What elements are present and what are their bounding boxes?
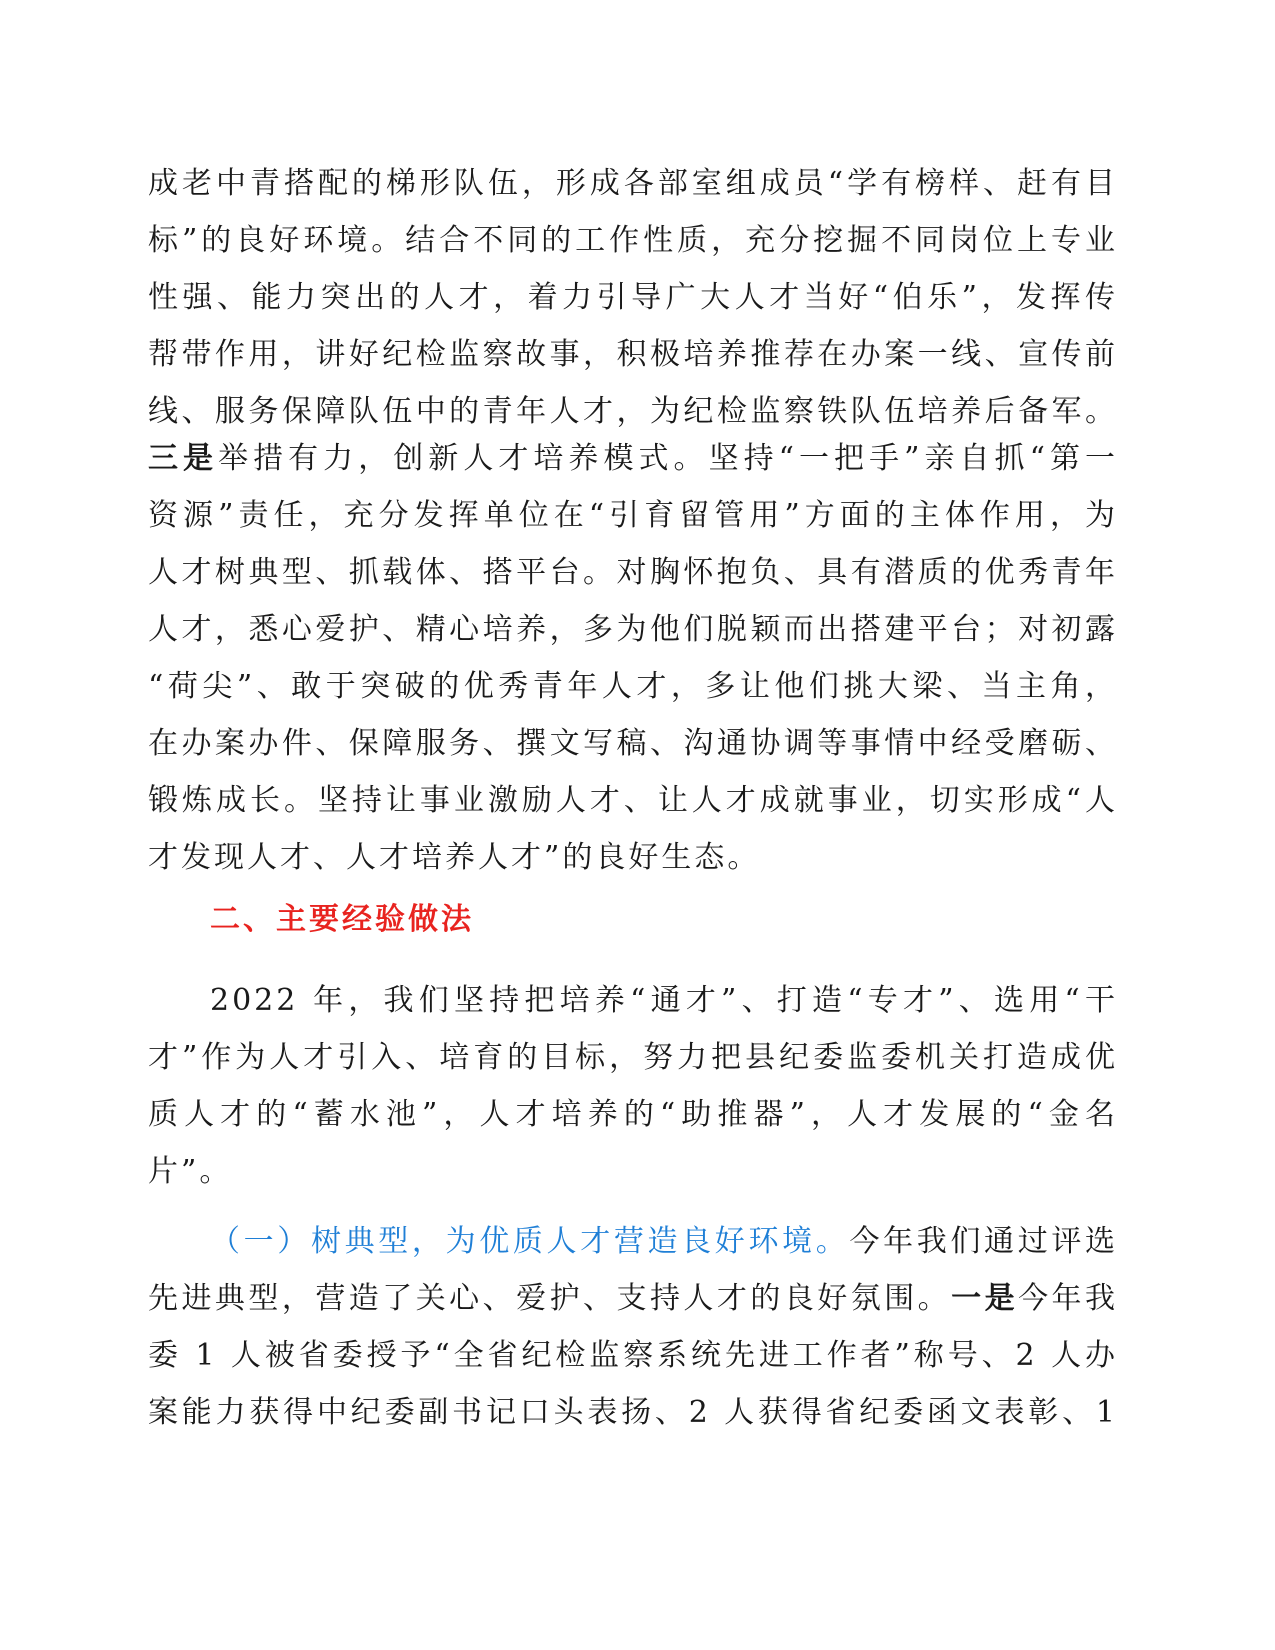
text-run: 先进典型，营造了关心、爱护、支持人才的良好氛围。 [148,1281,952,1316]
text-line: 案能力获得中纪委副书记口头表扬、2 人获得省纪委函文表彰、1 [148,1395,1118,1430]
text-line: 成老中青搭配的梯形队伍，形成各部室组成员“学有榜样、赶有目 [148,166,1118,201]
text-run: 举措有力，创新人才培养模式。坚持“一把手”亲自抓“第一 [218,441,1119,476]
text-line [148,1213,1118,1270]
text-line: 在办案办件、保障服务、撰文写稿、沟通协调等事情中经受磨砺、 [148,726,1118,761]
text-line: 才发现人才、人才培养人才”的良好生态。 [148,840,761,875]
text-line [148,430,1118,487]
text-line: 2022 年，我们坚持把培养“通才”、打造“专才”、选用“干 [210,983,1118,1018]
paragraph-talent-team [148,155,1118,440]
text-run: 今年我 [1018,1281,1119,1316]
text-line: 帮带作用，讲好纪检监察故事，积极培养推荐在办案一线、宣传前 [148,337,1118,372]
text-line: “荷尖”、敢于突破的优秀青年人才，多让他们挑大梁、当主角， [148,669,1118,704]
text-line: 片”。 [148,1154,233,1189]
subheading-blue: （一）树典型，为优质人才营造良好环境。 [210,1224,850,1259]
text-line: 才”作为人才引入、培育的目标，努力把县纪委监委机关打造成优 [148,1040,1118,1075]
section-heading-block [148,891,1118,948]
text-run: 今年我们通过评选 [849,1224,1119,1259]
paragraph-typical-models [148,1213,1118,1441]
bold-lead: 一是 [951,1281,1019,1316]
text-line: 人才树典型、抓载体、搭平台。对胸怀抱负、具有潜质的优秀青年 [148,555,1118,590]
text-line [148,1270,1118,1327]
paragraph-training-model [148,430,1118,886]
bold-lead: 三是 [148,441,219,476]
paragraph-goals-2022 [148,972,1118,1200]
text-line: 锻炼成长。坚持让事业激励人才、让人才成就事业，切实形成“人 [148,783,1118,818]
text-line: 资源”责任，充分发挥单位在“引育留管用”方面的主体作用，为 [148,498,1118,533]
text-line: 人才，悉心爱护、精心培养，多为他们脱颖而出搭建平台；对初露 [148,612,1118,647]
text-line: 委 1 人被省委授予“全省纪检监察系统先进工作者”称号、2 人办 [148,1338,1118,1373]
text-line: 线、服务保障队伍中的青年人才，为纪检监察铁队伍培养后备军。 [148,394,1118,429]
section-heading: 二、主要经验做法 [210,902,474,937]
text-line: 标”的良好环境。结合不同的工作性质，充分挖掘不同岗位上专业 [148,223,1118,258]
text-line: 性强、能力突出的人才，着力引导广大人才当好“伯乐”，发挥传 [148,280,1118,315]
text-line: 质人才的“蓄水池”，人才培养的“助推器”，人才发展的“金名 [148,1097,1118,1132]
